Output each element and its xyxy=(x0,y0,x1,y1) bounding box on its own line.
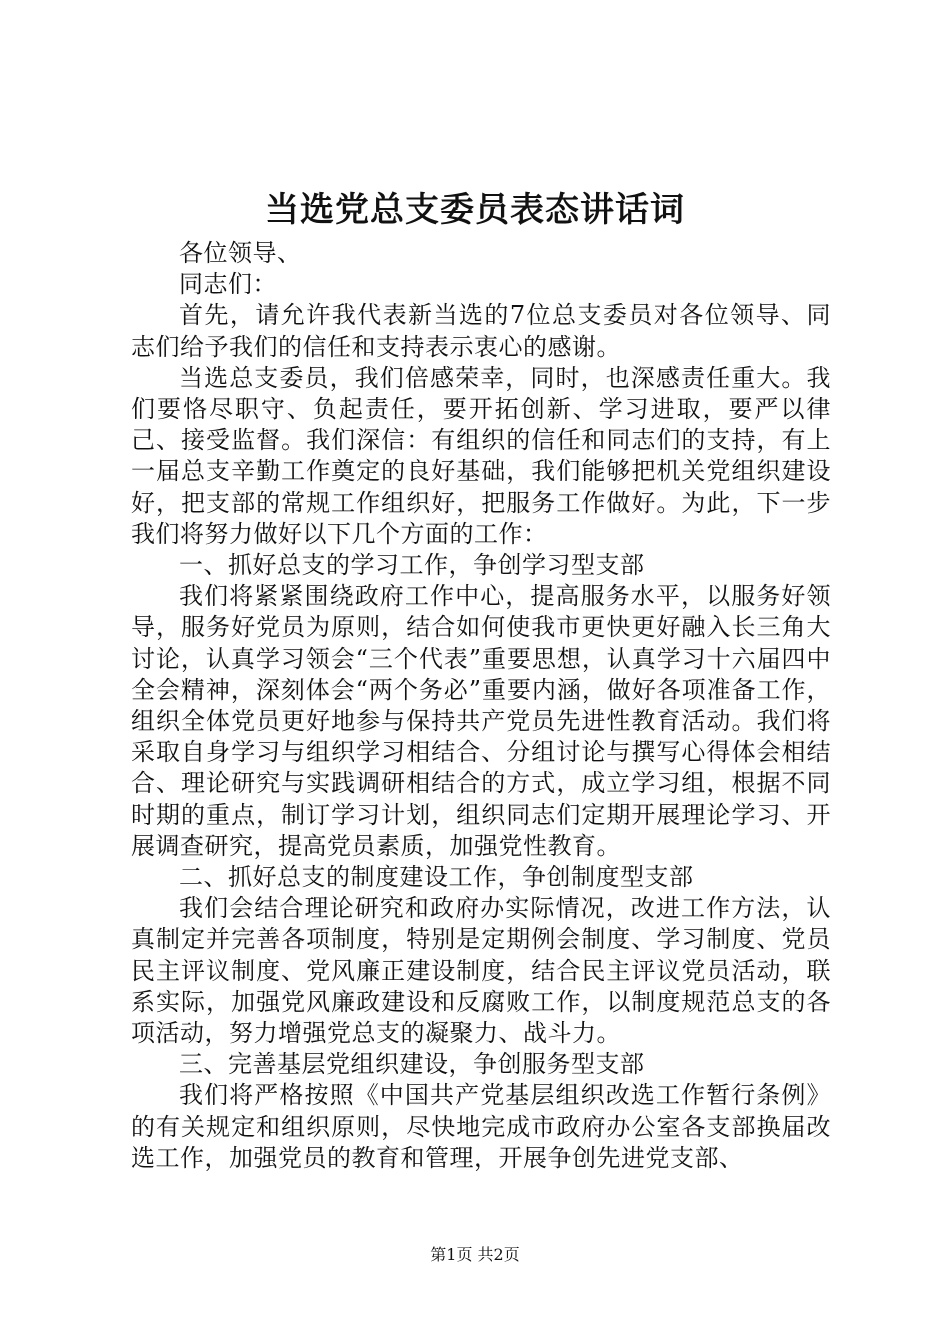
page-footer: 第1页 共2页 xyxy=(430,1245,520,1264)
paragraph-thanks: 首先，请允许我代表新当选的7位总支委员对各位领导、同志们给予我们的信任和支持表示衷心的感谢。 xyxy=(131,301,831,361)
section-heading-system: 二、抓好总支的制度建设工作，争创制度型支部 xyxy=(179,863,694,892)
document-body xyxy=(131,238,831,1174)
document-title: 当选党总支委员表态讲话词 xyxy=(265,190,685,230)
paragraph-system: 我们会结合理论研究和政府办实际情况，改进工作方法，认真制定并完善各项制度，特别是定期例会制度、学习制度、党员民主评议制度、党风廉正建设制度，结合民主评议党员活动，联系实际，加强党风廉政建设和反腐败工作，以制度规范总支的各项活动，努力增强党总支的凝聚力、战斗力。 xyxy=(131,894,831,1048)
salutation-comrades: 同志们： xyxy=(179,270,277,299)
paragraph-study: 我们将紧紧围绕政府工作中心，提高服务水平，以服务好领导，服务好党员为原则，结合如何使我市更快更好融入长三角大讨论，认真学习领会“三个代表”重要思想，认真学习十六届四中全会精神，深刻体会“两个务必”重要内涵，做好各项准备工作，组织全体党员更好地参与保持共产党员先进性教育活动。我们将采取自身学习与组织学习相结合、分组讨论与撰写心得体会相结合、理论研究与实践调研相结合的方式，成立学习组，根据不同时期的重点，制订学习计划，组织同志们定期开展理论学习、开展调查研究，提高党员素质，加强党性教育。 xyxy=(131,582,831,860)
section-heading-service: 三、完善基层党组织建设，争创服务型支部 xyxy=(179,1050,645,1079)
section-heading-study: 一、抓好总支的学习工作，争创学习型支部 xyxy=(179,551,645,580)
salutation-leaders: 各位领导、 xyxy=(179,239,302,267)
paragraph-responsibility: 当选总支委员，我们倍感荣幸，同时，也深感责任重大。我们要恪尽职守、负起责任，要开拓创新、学习进取，要严以律己、接受监督。我们深信：有组织的信任和同志们的支持，有上一届总支辛勤工作奠定的良好基础，我们能够把机关党组织建设好，把支部的常规工作组织好，把服务工作做好。为此，下一步我们将努力做好以下几个方面的工作： xyxy=(131,363,831,548)
paragraph-service: 我们将严格按照《中国共产党基层组织改选工作暂行条例》的有关规定和组织原则，尽快地完成市政府办公室各支部换届改选工作，加强党员的教育和管理，开展争创先进党支部、 xyxy=(131,1081,831,1172)
